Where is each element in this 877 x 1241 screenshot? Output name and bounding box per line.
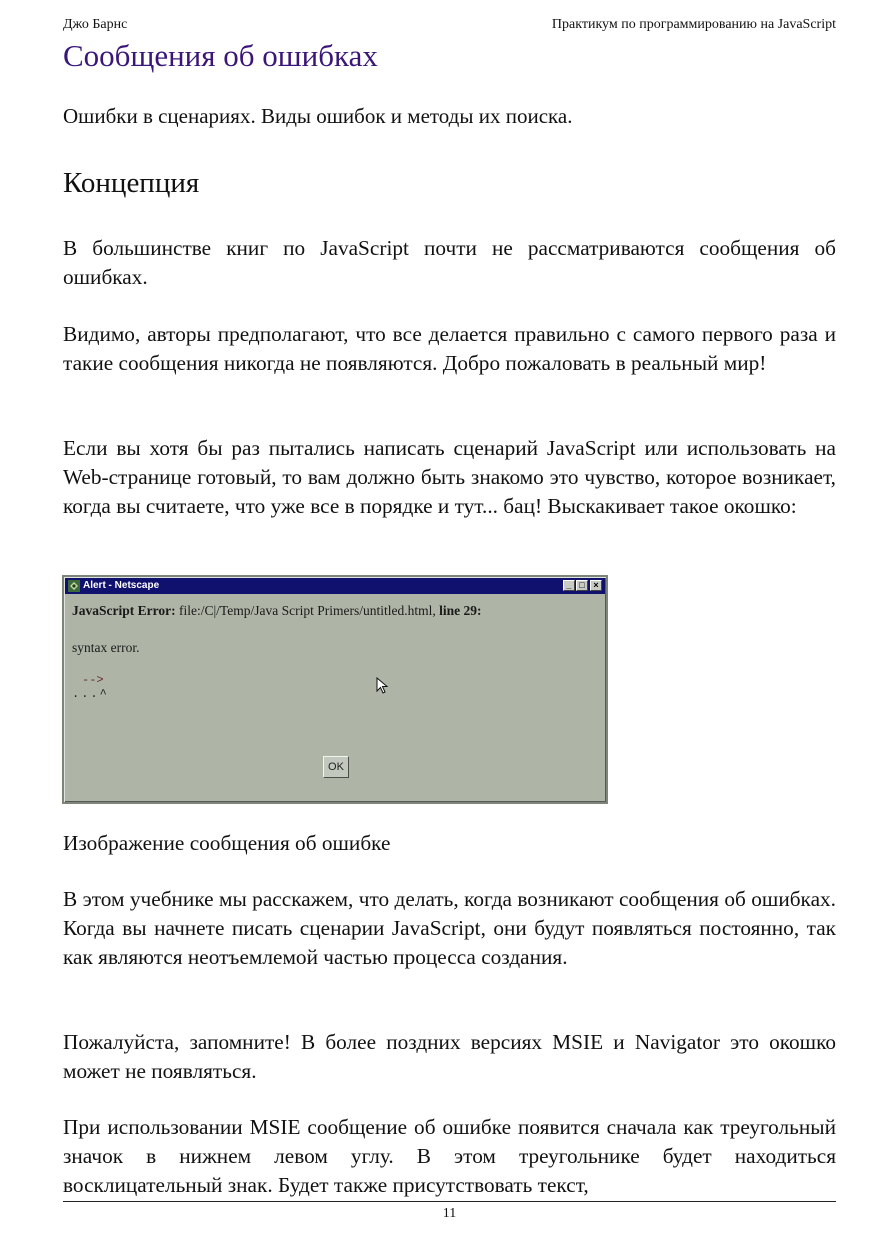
netscape-alert-dialog-figure: [62, 575, 608, 804]
dialog-title: Alert - Netscape: [83, 580, 160, 591]
close-icon: ×: [590, 580, 602, 591]
minimize-icon: _: [563, 580, 575, 591]
section-heading: Концепция: [63, 167, 200, 199]
dialog-message: syntax error.: [72, 640, 140, 655]
error-label: JavaScript Error:: [72, 603, 176, 618]
dialog-code-fragment: -->: [82, 673, 104, 687]
dialog-ok-button: OK: [323, 756, 349, 778]
chapter-title: Сообщения об ошибках: [63, 38, 378, 73]
paragraph-6: При использовании MSIE сообщение об ошибке появится сначала как треугольный значок в нижнем левом углу. В этом треугольнике будет находиться восклицательный знак. Будет также присутствовать текст,: [63, 1115, 836, 1197]
page-number: 11: [442, 1206, 457, 1221]
header-book-title: Практикум по программированию на JavaScript: [551, 17, 836, 32]
dialog-title-bar: [65, 578, 605, 594]
mouse-pointer-icon: [376, 677, 390, 695]
footer-divider: [63, 1201, 836, 1202]
paragraph-1: В большинстве книг по JavaScript почти не рассматриваются сообщения об ошибках.: [63, 236, 836, 289]
paragraph-5: Пожалуйста, запомните! В более поздних версиях MSIE и Navigator это окошко может не появляться.: [63, 1030, 836, 1083]
dialog-caret-line: ...^: [72, 687, 109, 701]
figure-caption: Изображение сообщения об ошибке: [63, 831, 391, 855]
paragraph-3: Если вы хотя бы раз пытались написать сценарий JavaScript или использовать на Web-странице готовый, то вам должно быть знакомо это чувство, которое возникает, когда вы считаете, что уже все в порядке и тут... бац! Выскакивает такое окошко:: [63, 436, 836, 518]
netscape-app-icon: [68, 580, 80, 592]
paragraph-2: Видимо, авторы предполагают, что все делается правильно с самого первого раза и такие сообщения никогда не появляются. Добро пожаловать в реальный мир!: [63, 322, 836, 375]
dialog-error-line: [72, 603, 481, 619]
error-line-number: line 29:: [439, 603, 482, 618]
chapter-subtitle: Ошибки в сценариях. Виды ошибок и методы их поиска.: [63, 104, 573, 128]
header-author: Джо Барнс: [63, 17, 128, 32]
paragraph-4: В этом учебнике мы расскажем, что делать, когда возникают сообщения об ошибках. Когда вы начнете писать сценарии JavaScript, они будут появляться постоянно, так как являются неотъемлемой частью процесса создания.: [63, 887, 836, 969]
running-header: [63, 17, 836, 33]
maximize-icon: □: [576, 580, 588, 591]
error-path: file:/C|/Temp/Java Script Primers/untitled.html,: [178, 603, 436, 618]
